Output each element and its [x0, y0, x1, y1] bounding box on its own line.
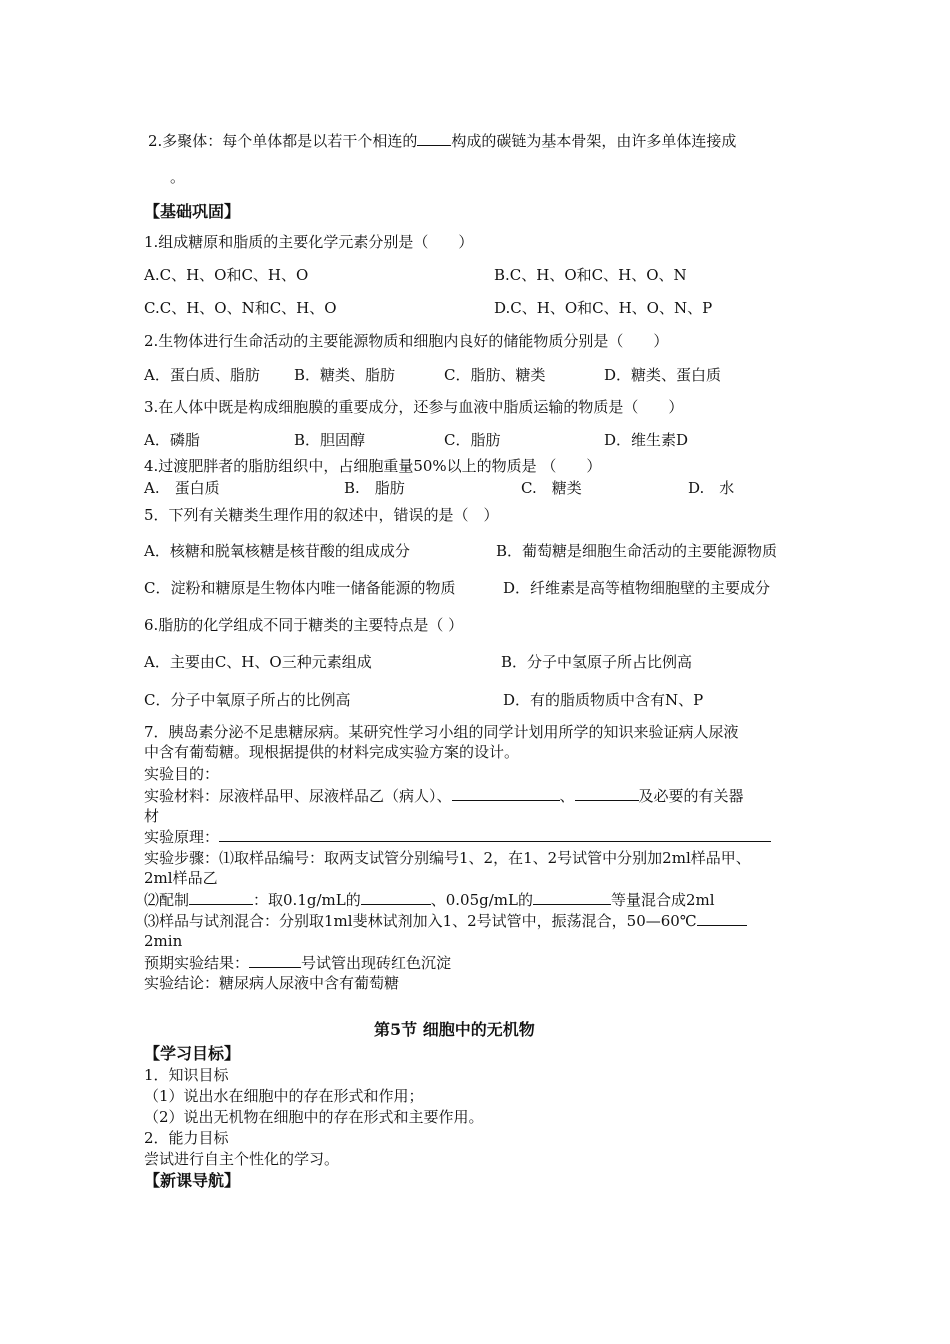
- q7-steps-2b: ：取0.1g/mL的: [253, 891, 361, 909]
- q4-stem: 4.过渡肥胖者的脂肪组织中，占细胞重量50%以上的物质是 （ ）: [144, 457, 602, 475]
- q7-materials: [144, 785, 744, 807]
- q5-stem: 5．下列有关糖类生理作用的叙述中，错误的是（ ）: [144, 506, 499, 524]
- q7-purpose: 实验目的：: [144, 765, 220, 783]
- q5-option-b[interactable]: B．葡萄糖是细胞生命活动的主要能源物质: [496, 542, 778, 560]
- q7-result: [144, 952, 451, 974]
- q7-steps-3b: 2min: [144, 932, 183, 950]
- polymer-line: [148, 130, 736, 152]
- q2-option-c[interactable]: C．脂肪、糖类: [444, 366, 546, 384]
- blank-solution-1[interactable]: [361, 889, 431, 905]
- section5-knowledge-2: （2）说出无机物在细胞中的存在形式和主要作用。: [144, 1108, 484, 1126]
- q1-stem: 1.组成糖原和脂质的主要化学元素分别是（ ）: [144, 233, 474, 251]
- q6-option-d[interactable]: D．有的脂质物质中含有N、P: [503, 691, 704, 709]
- q7-steps-1a: 实验步骤：⑴取样品编号：取两支试管分别编号1、2，在1、2号试管中分别加2ml样品甲、: [144, 849, 751, 867]
- q1-option-a[interactable]: A.C、H、O和C、H、O: [144, 266, 309, 284]
- q7-result-a: 预期实验结果：: [144, 954, 250, 972]
- q1-option-b[interactable]: B.C、H、O和C、H、O、N: [494, 266, 687, 284]
- section5-knowledge-1: （1）说出水在细胞中的存在形式和作用；: [144, 1087, 424, 1105]
- q2-stem: 2.生物体进行生命活动的主要能源物质和细胞内良好的储能物质分别是（ ）: [144, 332, 669, 350]
- q7-steps-2d: 等量混合成2ml: [610, 891, 715, 909]
- blank-material-1[interactable]: [452, 785, 560, 801]
- polymer-intro: 2.多聚体：每个单体都是以若干个相连的: [148, 132, 418, 150]
- q7-principle: 实验原理：: [144, 828, 220, 846]
- q7-steps-3: [144, 910, 747, 932]
- q6-option-a[interactable]: A．主要由C、H、O三种元素组成: [144, 653, 372, 671]
- section5-knowledge-heading: 1．知识目标: [144, 1066, 229, 1084]
- q4-option-c[interactable]: C. 糖类: [521, 479, 582, 497]
- blank-reagent[interactable]: [189, 889, 253, 905]
- q3-stem: 3.在人体中既是构成细胞膜的重要成分，还参与血液中脂质运输的物质是（ ）: [144, 398, 684, 416]
- q4-option-b[interactable]: B. 脂肪: [344, 479, 405, 497]
- q3-option-a[interactable]: A．磷脂: [144, 431, 200, 449]
- blank-polymer-unit[interactable]: [417, 130, 451, 146]
- q2-option-d[interactable]: D．糖类、蛋白质: [604, 366, 722, 384]
- q7-result-b: 号试管出现砖红色沉淀: [301, 954, 452, 972]
- q7-steps-2c: 、0.05g/mL的: [430, 891, 533, 909]
- q7-steps-2: [144, 889, 715, 911]
- q7-steps-2a: ⑵配制: [144, 891, 190, 909]
- q3-option-d[interactable]: D．维生素D: [604, 431, 689, 449]
- q3-option-b[interactable]: B．胆固醇: [294, 431, 366, 449]
- section5-goals-heading: 【学习目标】: [144, 1044, 241, 1063]
- blank-principle[interactable]: [219, 826, 771, 842]
- q7-materials-c: 及必要的有关器: [638, 787, 744, 805]
- q5-option-d[interactable]: D．纤维素是高等植物细胞壁的主要成分: [503, 579, 771, 597]
- q7-materials-d: 材: [144, 807, 160, 825]
- q6-option-c[interactable]: C．分子中氧原子所占的比例高: [144, 691, 351, 709]
- section-heading-basic: 【基础巩固】: [144, 202, 241, 221]
- q7-line1: 7．胰岛素分泌不足患糖尿病。某研究性学习小组的同学计划用所学的知识来验证病人尿液: [144, 723, 739, 741]
- q5-option-c[interactable]: C．淀粉和糖原是生物体内唯一储备能源的物质: [144, 579, 456, 597]
- q4-option-a[interactable]: A. 蛋白质: [144, 479, 220, 497]
- q6-option-b[interactable]: B．分子中氢原子所占比例高: [501, 653, 693, 671]
- q7-materials-b: 、: [559, 787, 575, 805]
- q7-steps-1b: 2ml样品乙: [144, 869, 218, 887]
- blank-solution-2[interactable]: [533, 889, 611, 905]
- q7-steps-3a: ⑶样品与试剂混合：分别取1ml斐林试剂加入1、2号试管中，振荡混合，50—60℃: [144, 912, 697, 930]
- q7-materials-a: 实验材料：尿液样品甲、尿液样品乙（病人）、: [144, 787, 452, 805]
- q6-stem: 6.脂肪的化学组成不同于糖类的主要特点是（ ）: [144, 616, 464, 634]
- section5-ability-1: 尝试进行自主个性化的学习。: [144, 1150, 340, 1168]
- polymer-mid: 构成的碳链为基本骨架，由许多单体连接成: [451, 132, 737, 150]
- section5-ability-heading: 2．能力目标: [144, 1129, 229, 1147]
- section5-nav-heading: 【新课导航】: [144, 1171, 241, 1190]
- q3-option-c[interactable]: C．脂肪: [444, 431, 501, 449]
- blank-tube-number[interactable]: [249, 952, 301, 968]
- q7-principle-line: [144, 826, 771, 848]
- blank-material-2[interactable]: [575, 785, 639, 801]
- q7-line2: 中含有葡萄糖。现根据提供的材料完成实验方案的设计。: [144, 743, 520, 761]
- q1-option-c[interactable]: C.C、H、O、N和C、H、O: [144, 299, 337, 317]
- q7-conclusion: 实验结论：糖尿病人尿液中含有葡萄糖: [144, 974, 400, 992]
- q5-option-a[interactable]: A．核糖和脱氧核糖是核苷酸的组成成分: [144, 542, 410, 560]
- q4-option-d[interactable]: D. 水: [688, 479, 735, 497]
- q2-option-b[interactable]: B．糖类、脂肪: [294, 366, 396, 384]
- polymer-end: 。: [170, 168, 186, 186]
- blank-heating[interactable]: [697, 910, 747, 926]
- q2-option-a[interactable]: A．蛋白质、脂肪: [144, 366, 260, 384]
- q1-option-d[interactable]: D.C、H、O和C、H、O、N、P: [494, 299, 713, 317]
- section5-title: 第5节 细胞中的无机物: [374, 1020, 535, 1039]
